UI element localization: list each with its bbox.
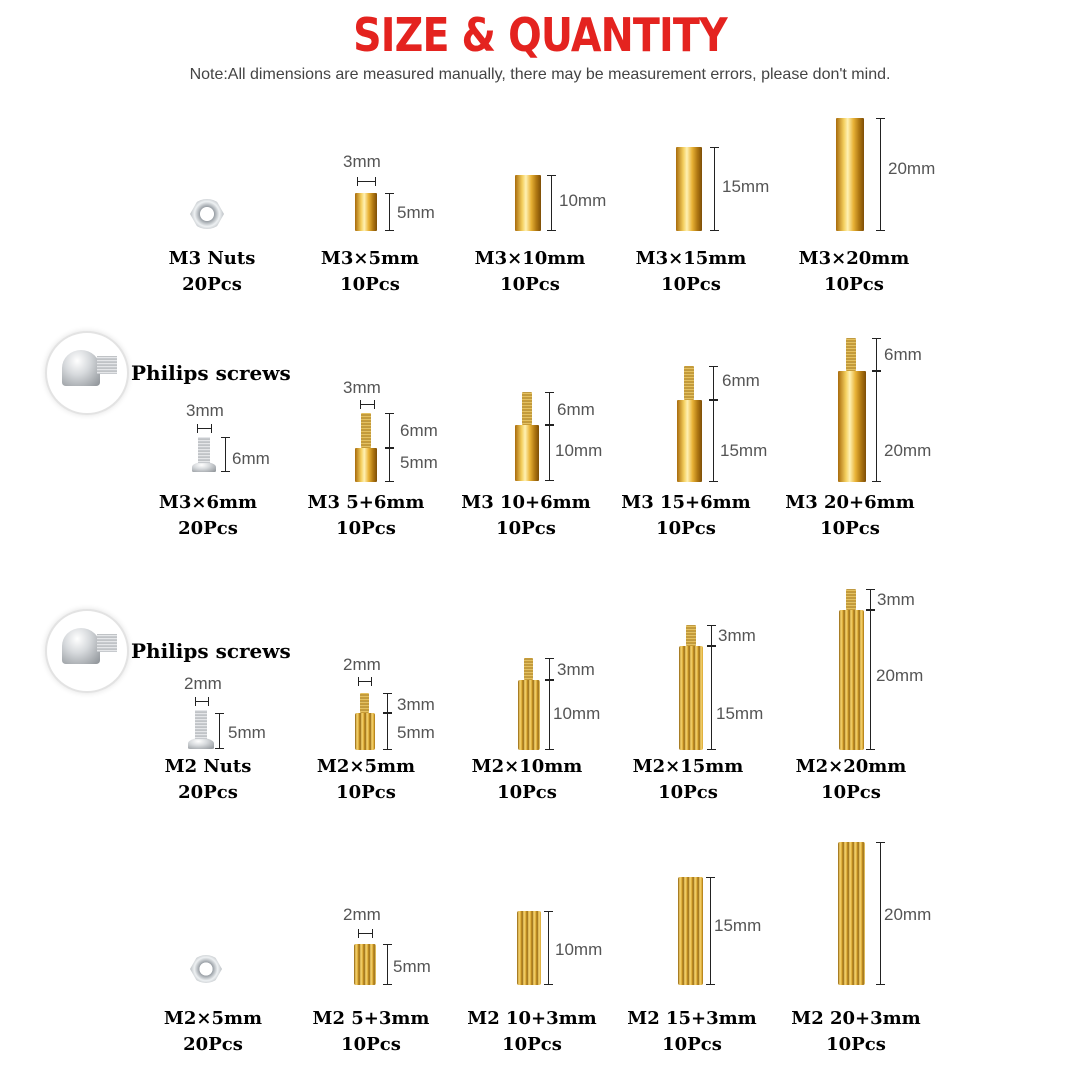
m3x15-standoff-icon	[676, 147, 702, 231]
dimension-label: 20mm	[876, 666, 924, 685]
height-dimension-line	[880, 118, 881, 231]
height-dimension-line	[711, 646, 712, 750]
height-dimension-line	[549, 392, 550, 425]
dimension-label: 3mm	[557, 660, 595, 679]
philips-screws-label: Philips screws	[131, 361, 291, 385]
m2-15+3-thread-icon	[686, 625, 696, 646]
dimension-label: 15mm	[714, 916, 762, 935]
m3x5-standoff-icon	[355, 193, 377, 231]
dimension-label: 20mm	[884, 905, 932, 924]
m2x15-standoff-icon	[679, 646, 703, 750]
m2-5+3-female-standoff-icon	[354, 944, 376, 985]
width-dimension-line	[358, 929, 373, 938]
width-dimension-line	[357, 177, 376, 186]
item-caption: M2×5mm 20Pcs	[163, 1008, 263, 1055]
dimension-label: 10mm	[555, 940, 603, 959]
dimension-label: 5mm	[393, 957, 431, 976]
height-dimension-line	[870, 589, 871, 610]
dimension-label: 6mm	[400, 421, 438, 440]
m2-screw-body-icon	[195, 710, 207, 739]
m3x6-screw-body-icon	[198, 437, 210, 463]
item-caption: M3 20+6mm 10Pcs	[785, 492, 915, 539]
width-dimension-line	[195, 697, 209, 706]
height-dimension-line	[387, 693, 388, 713]
m3-10+6-standoff-icon	[515, 425, 539, 481]
item-caption: M3×10mm 10Pcs	[474, 248, 586, 295]
height-dimension-line	[713, 366, 714, 400]
m3-15+6-thread-icon	[684, 366, 694, 400]
dimension-label: 6mm	[557, 400, 595, 419]
m3-nut-icon	[190, 199, 224, 229]
m2-10+3-female-standoff-icon	[517, 911, 541, 985]
dimension-label: 2mm	[343, 905, 381, 924]
height-dimension-line	[870, 610, 871, 750]
item-caption: M3 15+6mm 10Pcs	[621, 492, 751, 539]
width-dimension-line	[358, 677, 372, 686]
dimension-label: 6mm	[722, 371, 760, 390]
dimension-label: 10mm	[553, 704, 601, 723]
m3-5+6-thread-icon	[361, 413, 371, 448]
height-dimension-line	[876, 371, 877, 482]
height-dimension-line	[549, 425, 550, 481]
m3-5+6-standoff-icon	[355, 448, 377, 482]
height-dimension-line	[711, 625, 712, 646]
dimension-label: 10mm	[559, 191, 607, 210]
m2-5+3-thread-icon	[360, 693, 369, 713]
m3-20+6-standoff-icon	[838, 371, 866, 482]
m2-20+3-female-standoff-icon	[838, 842, 865, 985]
dimension-label: 6mm	[232, 449, 270, 468]
height-dimension-line	[389, 193, 390, 231]
dimension-label: 3mm	[397, 695, 435, 714]
dimension-label: 6mm	[884, 345, 922, 364]
width-dimension-line	[197, 424, 212, 433]
dimension-label: 20mm	[884, 441, 932, 460]
height-dimension-line	[551, 175, 552, 231]
item-caption: M2×10mm 10Pcs	[471, 756, 583, 803]
item-caption: M2 Nuts 20Pcs	[164, 756, 252, 803]
screw-thread-icon	[97, 356, 117, 374]
height-dimension-line	[876, 338, 877, 371]
item-caption: M2×20mm 10Pcs	[795, 756, 907, 803]
item-caption: M3×15mm 10Pcs	[635, 248, 747, 295]
height-dimension-line	[713, 400, 714, 482]
width-dimension-line	[360, 400, 375, 409]
m3-10+6-thread-icon	[522, 392, 532, 425]
height-dimension-line	[548, 911, 549, 985]
height-dimension-line	[219, 713, 220, 749]
m3x10-standoff-icon	[515, 175, 541, 231]
item-caption: M3×5mm 10Pcs	[320, 248, 420, 295]
m2-nut-icon	[190, 955, 222, 983]
dimension-label: 3mm	[718, 626, 756, 645]
item-caption: M2 5+3mm 10Pcs	[312, 1008, 430, 1055]
item-caption: M2×15mm 10Pcs	[632, 756, 744, 803]
height-dimension-line	[714, 147, 715, 231]
height-dimension-line	[389, 413, 390, 448]
measurement-note: Note:All dimensions are measured manually, there may be measurement errors, please don't mind.	[189, 66, 891, 83]
dimension-label: 15mm	[720, 441, 768, 460]
m2-screw-head-icon	[188, 738, 214, 749]
dimension-label: 3mm	[343, 378, 381, 397]
phillips-screw-icon	[62, 628, 100, 664]
m2-15+3-female-standoff-icon	[678, 877, 703, 985]
height-dimension-line	[387, 944, 388, 985]
height-dimension-line	[225, 437, 226, 472]
m2x5-standoff-icon	[355, 713, 375, 750]
height-dimension-line	[880, 842, 881, 985]
m3-15+6-standoff-icon	[677, 400, 702, 482]
dimension-label: 5mm	[228, 723, 266, 742]
dimension-label: 3mm	[343, 152, 381, 171]
dimension-label: 2mm	[343, 655, 381, 674]
item-caption: M2 10+3mm 10Pcs	[467, 1008, 597, 1055]
dimension-label: 20mm	[888, 159, 936, 178]
screw-thread-icon	[97, 634, 117, 652]
item-caption: M2×5mm 10Pcs	[316, 756, 416, 803]
dimension-label: 2mm	[184, 674, 222, 693]
page-title: SIZE & QUANTITY	[353, 8, 727, 62]
item-caption: M3 10+6mm 10Pcs	[461, 492, 591, 539]
dimension-label: 3mm	[877, 590, 915, 609]
dimension-label: 15mm	[716, 704, 764, 723]
height-dimension-line	[549, 680, 550, 750]
m2-10+3-thread-icon	[524, 658, 533, 680]
dimension-label: 3mm	[186, 401, 224, 420]
dimension-label: 5mm	[397, 723, 435, 742]
m2x10-standoff-icon	[518, 680, 540, 750]
m2x20-standoff-icon	[839, 610, 864, 750]
height-dimension-line	[387, 713, 388, 750]
height-dimension-line	[389, 448, 390, 482]
dimension-label: 15mm	[722, 177, 770, 196]
phillips-screw-icon	[62, 350, 100, 386]
height-dimension-line	[549, 658, 550, 680]
item-caption: M3×20mm 10Pcs	[798, 248, 910, 295]
m3x20-standoff-icon	[836, 118, 864, 231]
philips-screws-label: Philips screws	[131, 639, 291, 663]
item-caption: M3 5+6mm 10Pcs	[307, 492, 425, 539]
dimension-label: 5mm	[397, 203, 435, 222]
item-caption: M2 20+3mm 10Pcs	[791, 1008, 921, 1055]
m3x6-screw-head-icon	[192, 462, 216, 472]
m2-20+3-thread-icon	[846, 589, 856, 610]
item-caption: M2 15+3mm 10Pcs	[627, 1008, 757, 1055]
dimension-label: 10mm	[555, 441, 603, 460]
m3-20+6-thread-icon	[846, 338, 856, 371]
height-dimension-line	[710, 877, 711, 985]
item-caption: M3 Nuts 20Pcs	[168, 248, 256, 295]
dimension-label: 5mm	[400, 453, 438, 472]
item-caption: M3×6mm 20Pcs	[158, 492, 258, 539]
